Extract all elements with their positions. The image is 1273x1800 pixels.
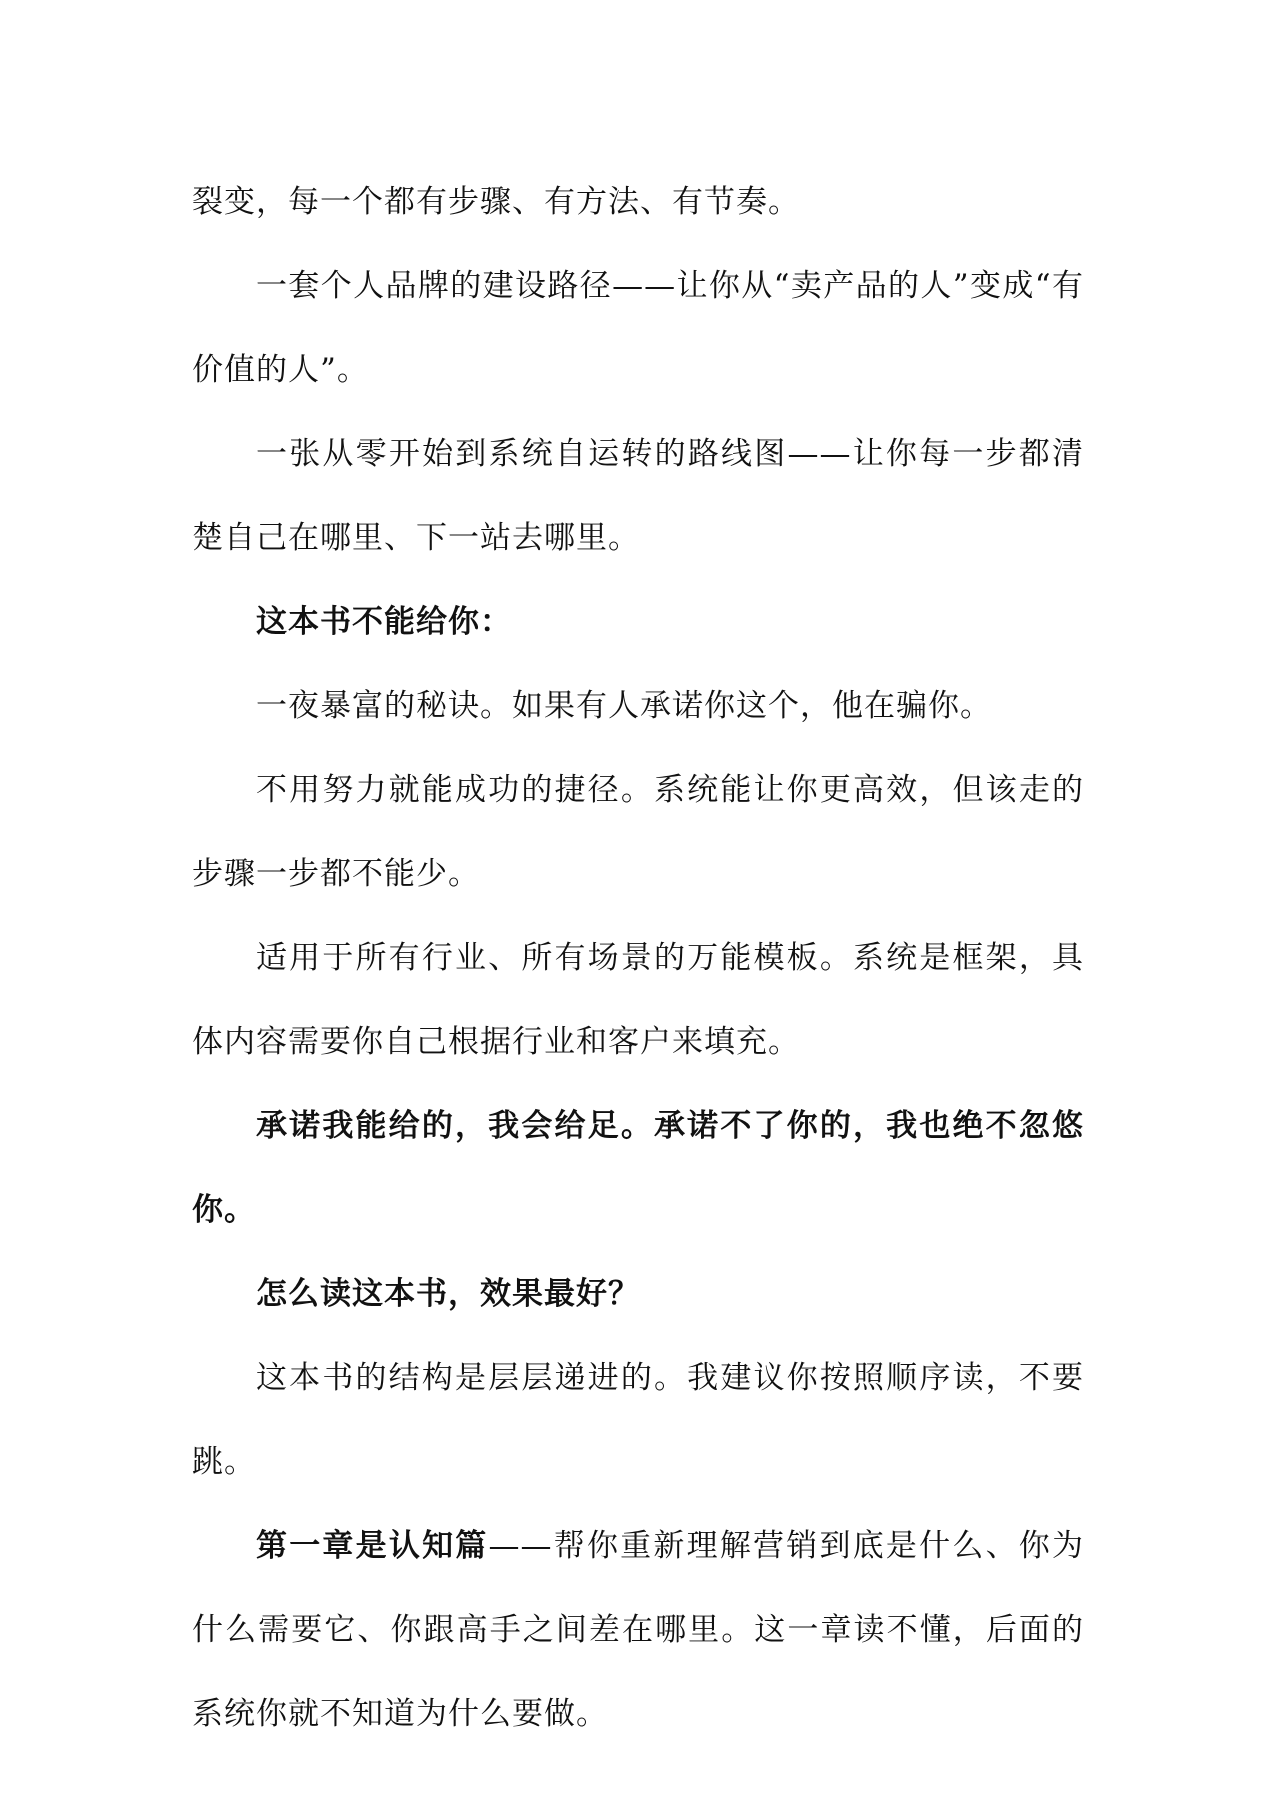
paragraph-roadmap: 一张从零开始到系统自运转的路线图——让你每一步都清楚自己在哪里、下一站去哪里。: [192, 436, 1084, 556]
paragraph-get-rich-quick: 一夜暴富的秘诀。如果有人承诺你这个，他在骗你。: [256, 688, 992, 724]
document-body: [192, 160, 1084, 1756]
chapter-one-lead: 第一章是认知篇: [256, 1528, 489, 1564]
paragraph-promise: 承诺我能给的，我会给足。承诺不了你的，我也绝不忽悠你。: [192, 1108, 1084, 1228]
paragraph-read-in-order: 这本书的结构是层层递进的。我建议你按照顺序读，不要跳。: [192, 1360, 1084, 1480]
chapter-one-description: ——帮你重新理解营销到底是什么、你为什么需要它、你跟高手之间差在哪里。这一章读不懂，后面的系统你就不知道为什么要做。: [192, 1528, 1085, 1732]
paragraph-chapter-one: [192, 1504, 1084, 1756]
paragraph-fission-steps: 裂变，每一个都有步骤、有方法、有节奏。: [192, 184, 800, 220]
paragraph-personal-brand-path: 一套个人品牌的建设路径——让你从“卖产品的人”变成“有价值的人”。: [192, 268, 1084, 388]
paragraph-no-shortcut: 不用努力就能成功的捷径。系统能让你更高效，但该走的步骤一步都不能少。: [192, 772, 1084, 892]
paragraph-no-universal-template: 适用于所有行业、所有场景的万能模板。系统是框架，具体内容需要你自己根据行业和客户来填充。: [192, 940, 1084, 1060]
heading-cannot-give: 这本书不能给你：: [256, 604, 512, 640]
heading-how-to-read: 怎么读这本书，效果最好？: [256, 1276, 640, 1312]
